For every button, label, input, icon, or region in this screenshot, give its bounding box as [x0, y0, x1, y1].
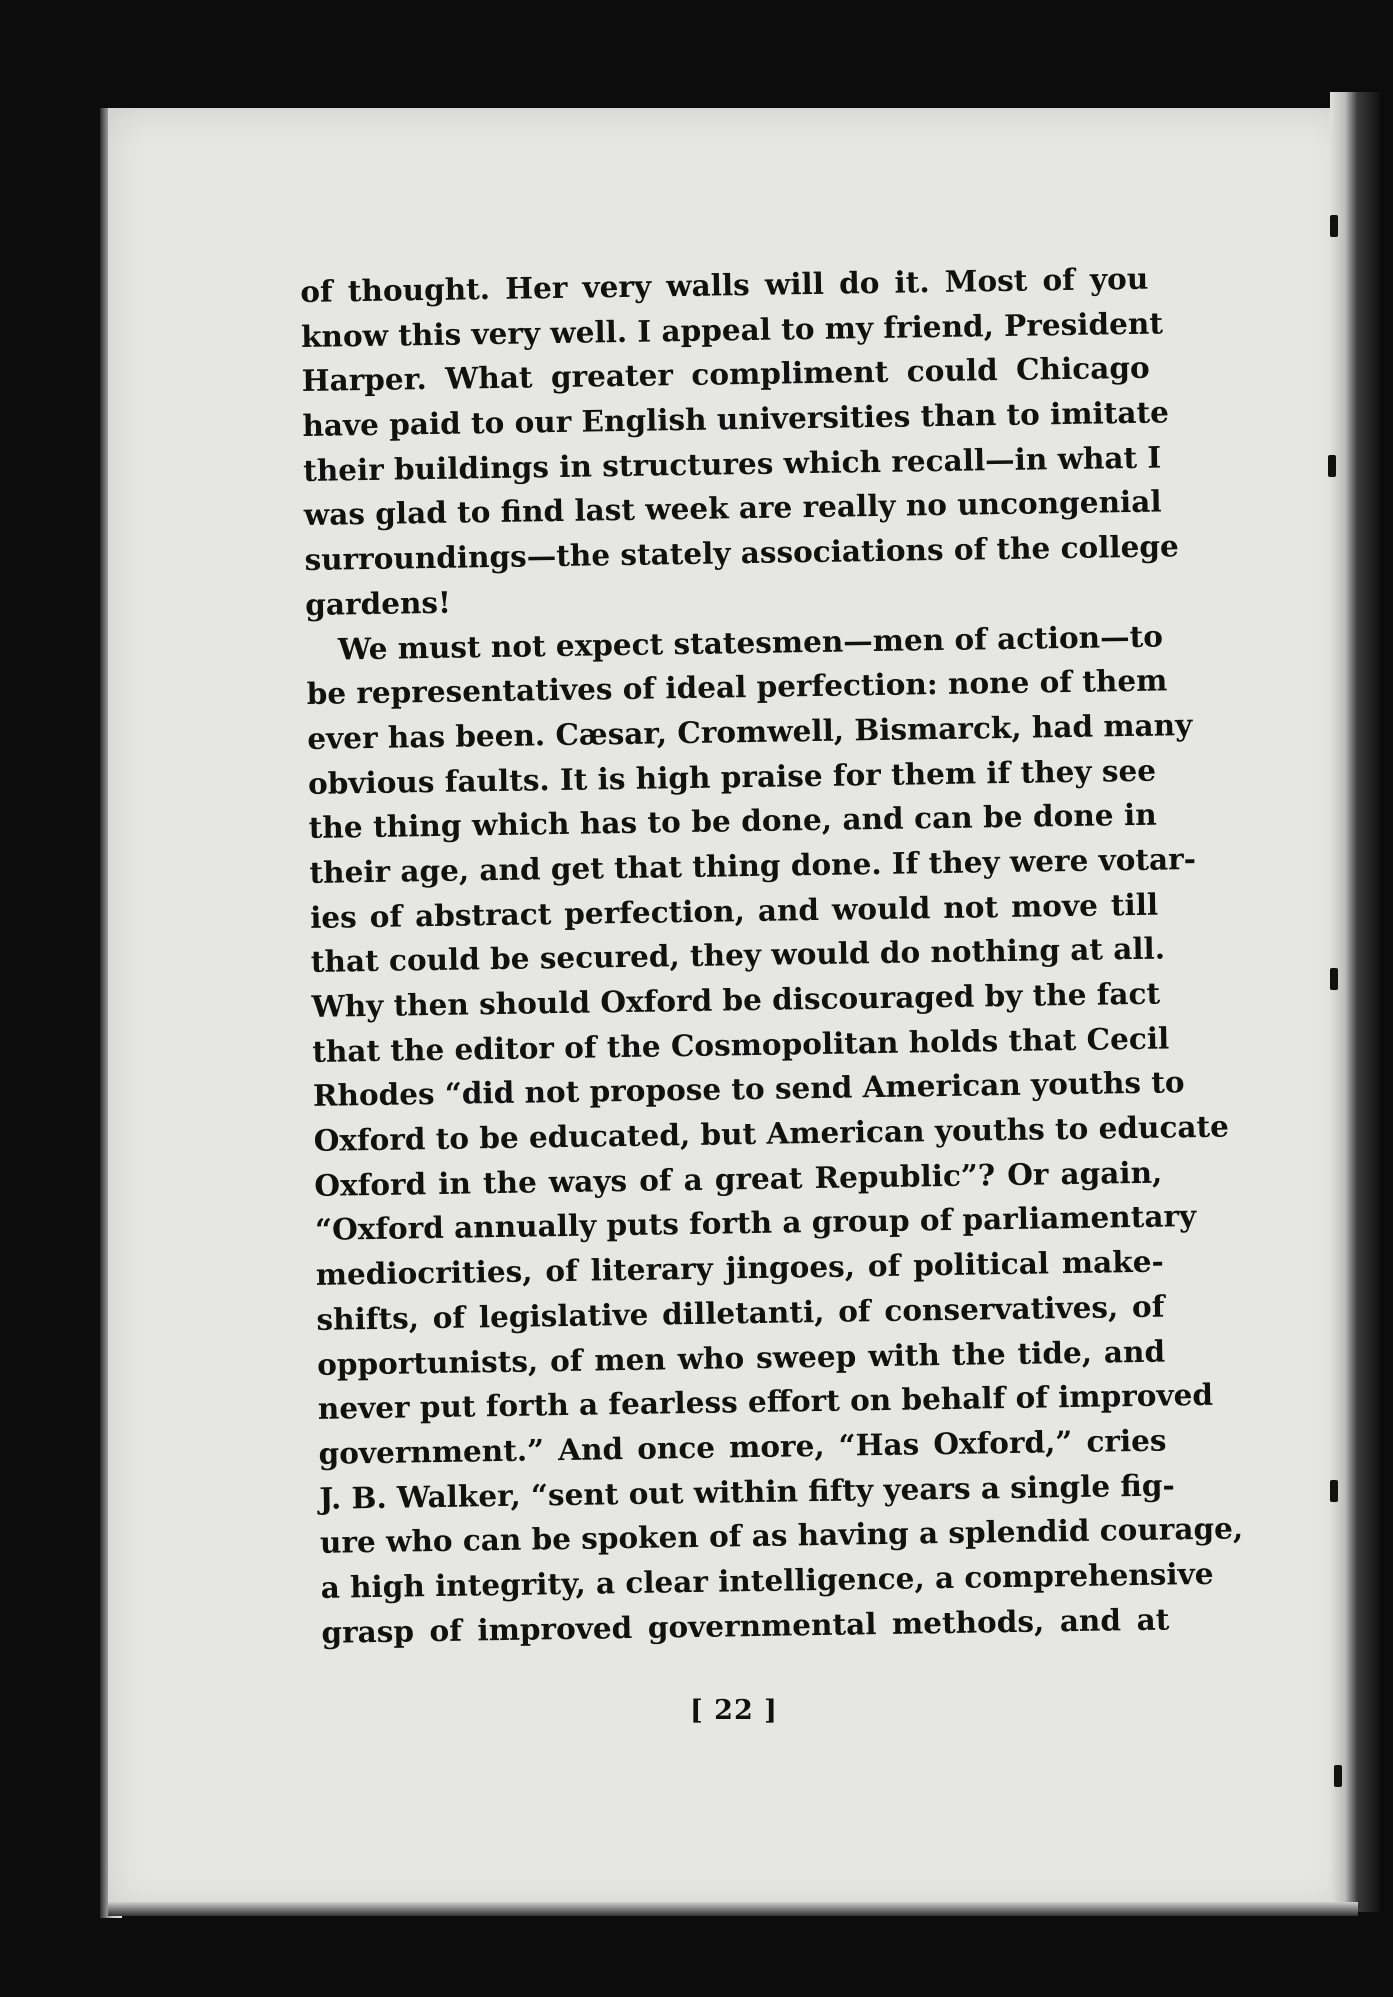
text-line: ies of abstract perfection, and would not move till [309, 886, 1159, 935]
page-right-edge [1330, 92, 1380, 1912]
text-line: “Oxford annually puts forth a group of parliamentary [314, 1198, 1197, 1248]
text-line: Oxford in the ways of a great Republic”? Or again, [314, 1154, 1163, 1203]
text-line: government.” And once more, “Has Oxford,” cries [318, 1422, 1167, 1471]
binding-mark [1330, 215, 1338, 237]
text-line: that could be secured, they would do nothing at all. [310, 930, 1166, 980]
text-line: the thing which has to be done, and can be done in [308, 796, 1157, 846]
text-line: never put forth a fearless effort on behalf of improved [317, 1376, 1214, 1427]
text-line: gardens! [304, 584, 452, 622]
text-line: Why then should Oxford be discouraged by the fact [311, 975, 1161, 1024]
text-line: was glad to find last week are really no uncongenial [303, 483, 1162, 533]
text-line: a high integrity, a clear intelligence, a comprehensive [320, 1555, 1214, 1605]
text-line: ever has been. Cæsar, Cromwell, Bismarck, had many [307, 706, 1193, 756]
text-line: shifts, of legislative dilletanti, of conservatives, of [316, 1288, 1165, 1337]
text-line: opportunists, of men who sweep with the tide, and [316, 1333, 1166, 1382]
text-line: know this very well. I appeal to my friend, President [300, 305, 1164, 354]
text-line: Rhodes “did not propose to send American youths to [312, 1064, 1185, 1114]
page-number: [ 22 ] [690, 1695, 778, 1726]
binding-mark [1330, 1480, 1338, 1502]
text-line: mediocrities, of literary jingoes, of political make- [315, 1243, 1164, 1292]
text-line: ure who can be spoken of as having a splendid courage, [319, 1510, 1244, 1561]
text-line: their age, and get that thing done. If they were votar- [309, 840, 1197, 890]
text-line: We must not expect statesmen—men of action—to [337, 617, 1164, 666]
binding-mark [1328, 455, 1336, 477]
text-line: their buildings in structures which recall—in what I [302, 439, 1162, 488]
text-line: that the editor of the Cosmopolitan holds that Cecil [311, 1020, 1170, 1069]
text-line: Harper. What greater compliment could Chicago [301, 350, 1150, 399]
body-text [300, 257, 1244, 1655]
text-line: surroundings—the stately associations of the college [304, 528, 1180, 578]
text-line: be representatives of ideal perfection: none of them [306, 662, 1168, 712]
text-line: Oxford to be educated, but American youths to educate [313, 1108, 1230, 1158]
text-line: J. B. Walker, “sent out within fifty years a single fig- [319, 1466, 1175, 1516]
text-line: grasp of improved governmental methods, and at [321, 1601, 1170, 1650]
binding-mark [1334, 1765, 1342, 1787]
text-line: of thought. Her very walls will do it. Most of you [300, 260, 1149, 309]
text-line: obvious faults. It is high praise for them if they see [307, 752, 1157, 801]
text-line: have paid to our English universities than to imitate [302, 394, 1170, 444]
binding-mark [1330, 968, 1338, 990]
page-bottom-edge [108, 1902, 1358, 1916]
